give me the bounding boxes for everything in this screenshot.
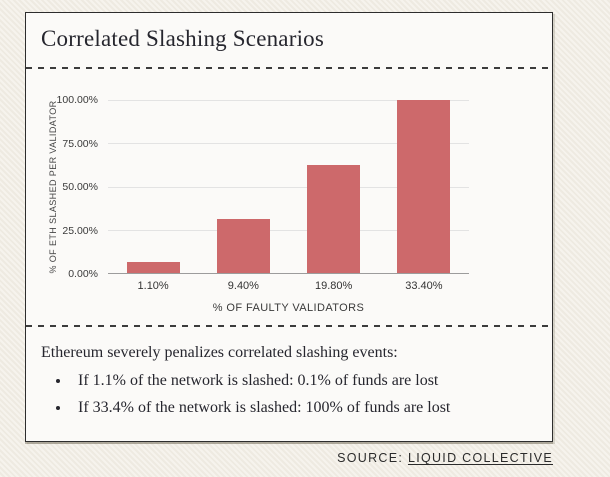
x-tick-label: 33.40% <box>405 280 443 292</box>
bar-chart <box>26 68 552 324</box>
notes-heading: Ethereum severely penalizes correlated slashing events: <box>41 344 398 361</box>
bar-cell <box>198 100 288 273</box>
plot-area <box>108 100 469 274</box>
source-attribution <box>337 451 553 465</box>
bar-series <box>108 100 469 273</box>
bar-19.80% <box>307 165 360 273</box>
note-bullet: • If 1.1% of the network is slashed: 0.1% of funds are lost <box>71 372 538 390</box>
x-axis-title: % OF FAULTY VALIDATORS <box>212 302 365 314</box>
x-tick-label: 9.40% <box>227 280 259 292</box>
divider-bottom <box>26 325 552 327</box>
bar-1.10% <box>127 262 180 273</box>
x-tick-label: 19.80% <box>314 280 353 292</box>
y-tick-label: 50.00% <box>62 181 98 193</box>
y-axis-ticks <box>26 94 98 280</box>
y-axis-title: % OF ETH SLASHED PER VALIDATOR <box>48 100 58 274</box>
note-bullet: • If 33.4% of the network is slashed: 100% of funds are lost <box>71 399 538 417</box>
y-tick-label: 75.00% <box>62 137 98 150</box>
bar-cell <box>108 100 198 273</box>
x-axis-ticks <box>108 280 469 292</box>
y-tick-label: 0.00% <box>68 268 98 280</box>
bar-cell <box>379 100 469 273</box>
source-label: SOURCE: <box>337 451 408 465</box>
page-title: Correlated Slashing Scenarios <box>41 26 325 51</box>
notes-list <box>41 372 538 417</box>
y-tick-label: 100.00% <box>56 94 98 106</box>
notes-block <box>41 344 538 426</box>
bar-cell <box>289 100 379 273</box>
bar-9.40% <box>217 219 270 273</box>
x-tick-label: 1.10% <box>137 280 169 292</box>
slide-card <box>25 12 553 442</box>
source-link[interactable]: LIQUID COLLECTIVE <box>407 451 553 465</box>
y-tick-label: 25.00% <box>62 224 98 237</box>
bar-33.40% <box>397 100 450 273</box>
